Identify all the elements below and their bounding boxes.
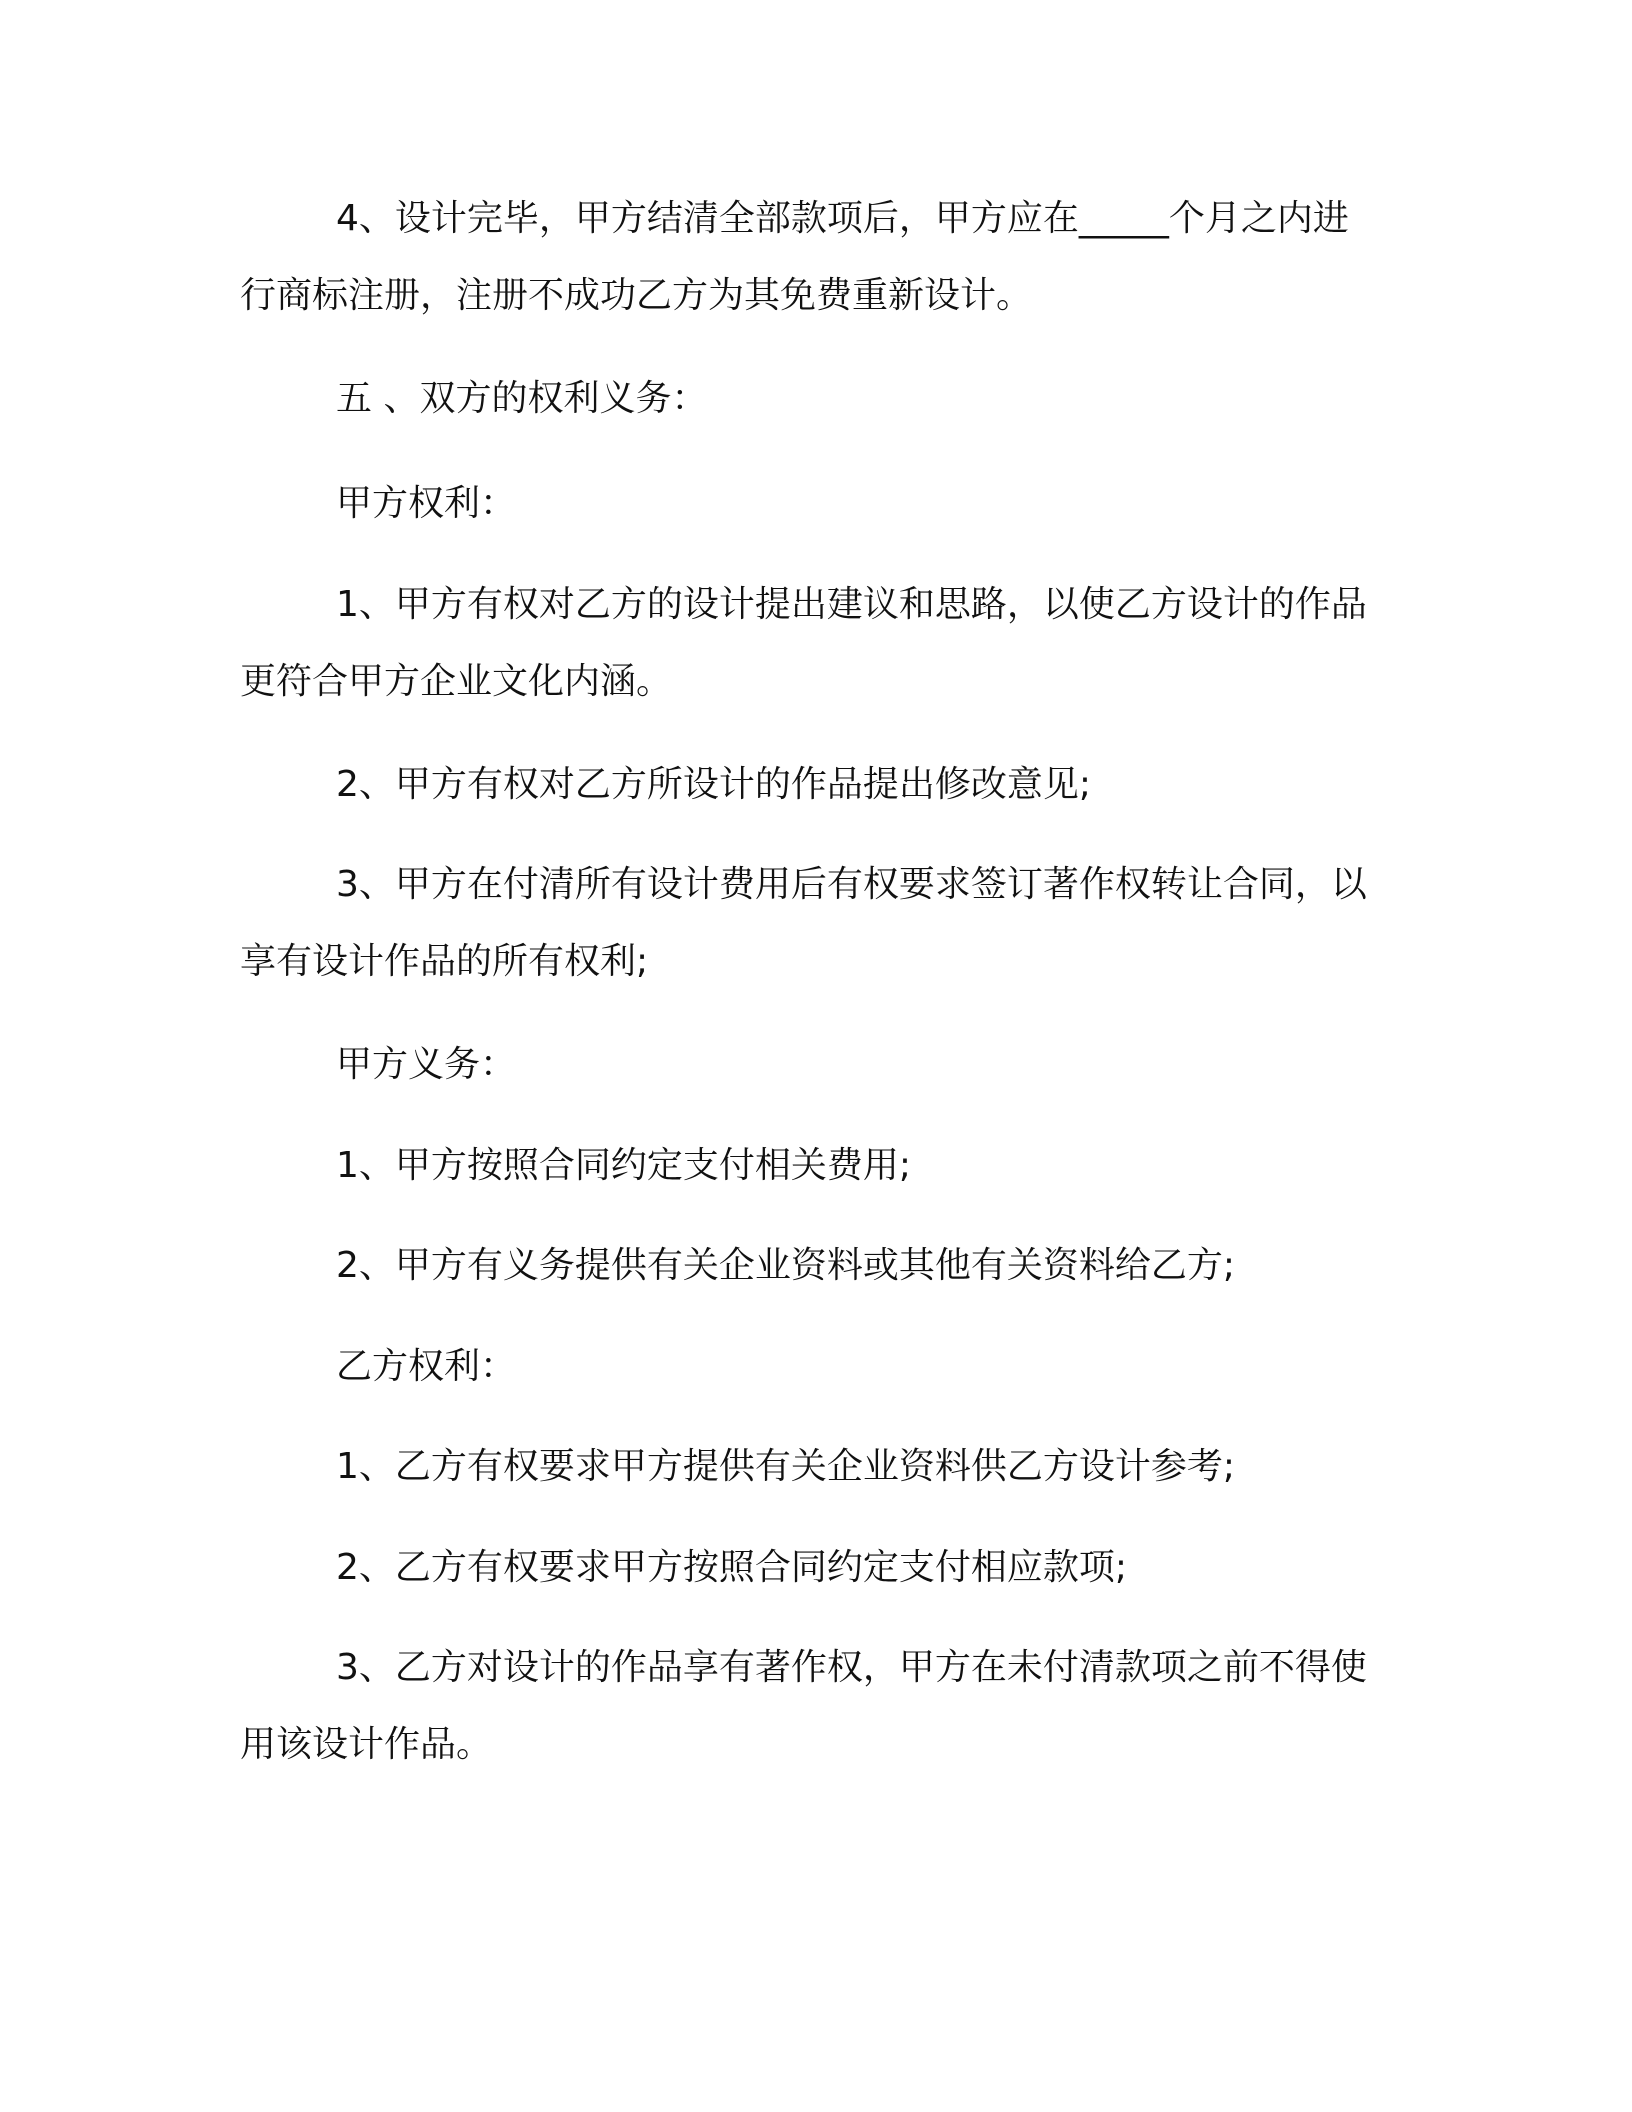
paragraph-party-b-right-2: 2、乙方有权要求甲方按照合同约定支付相应款项; <box>336 1547 1128 1588</box>
paragraph-party-a-right-2: 2、甲方有权对乙方所设计的作品提出修改意见; <box>336 764 1092 805</box>
section-heading-rights-obligations: 五 、双方的权利义务： <box>336 378 708 419</box>
subheading-party-a-rights: 甲方权利： <box>336 483 517 524</box>
subheading-party-a-obligations: 甲方义务： <box>336 1044 517 1085</box>
paragraph-party-a-right-3: 3、甲方在付清所有设计费用后有权要求签订著作权转让合同，以享有设计作品的所有权利; <box>240 864 1367 982</box>
paragraph-party-b-right-1: 1、乙方有权要求甲方提供有关企业资料供乙方设计参考; <box>336 1446 1236 1487</box>
paragraph-party-a-obligation-2: 2、甲方有义务提供有关企业资料或其他有关资料给乙方; <box>336 1245 1236 1286</box>
paragraph-party-b-right-3: 3、乙方对设计的作品享有著作权，甲方在未付清款项之前不得使用该设计作品。 <box>240 1647 1367 1765</box>
paragraph-trademark-registration: 4、设计完毕，甲方结清全部款项后，甲方应在_____个月之内进行商标注册，注册不成功乙方为其免费重新设计。 <box>240 198 1349 316</box>
paragraph-party-a-right-1: 1、甲方有权对乙方的设计提出建议和思路，以使乙方设计的作品更符合甲方企业文化内涵。 <box>240 584 1367 702</box>
paragraph-party-a-obligation-1: 1、甲方按照合同约定支付相关费用; <box>336 1145 912 1186</box>
subheading-party-b-rights: 乙方权利： <box>336 1346 517 1387</box>
